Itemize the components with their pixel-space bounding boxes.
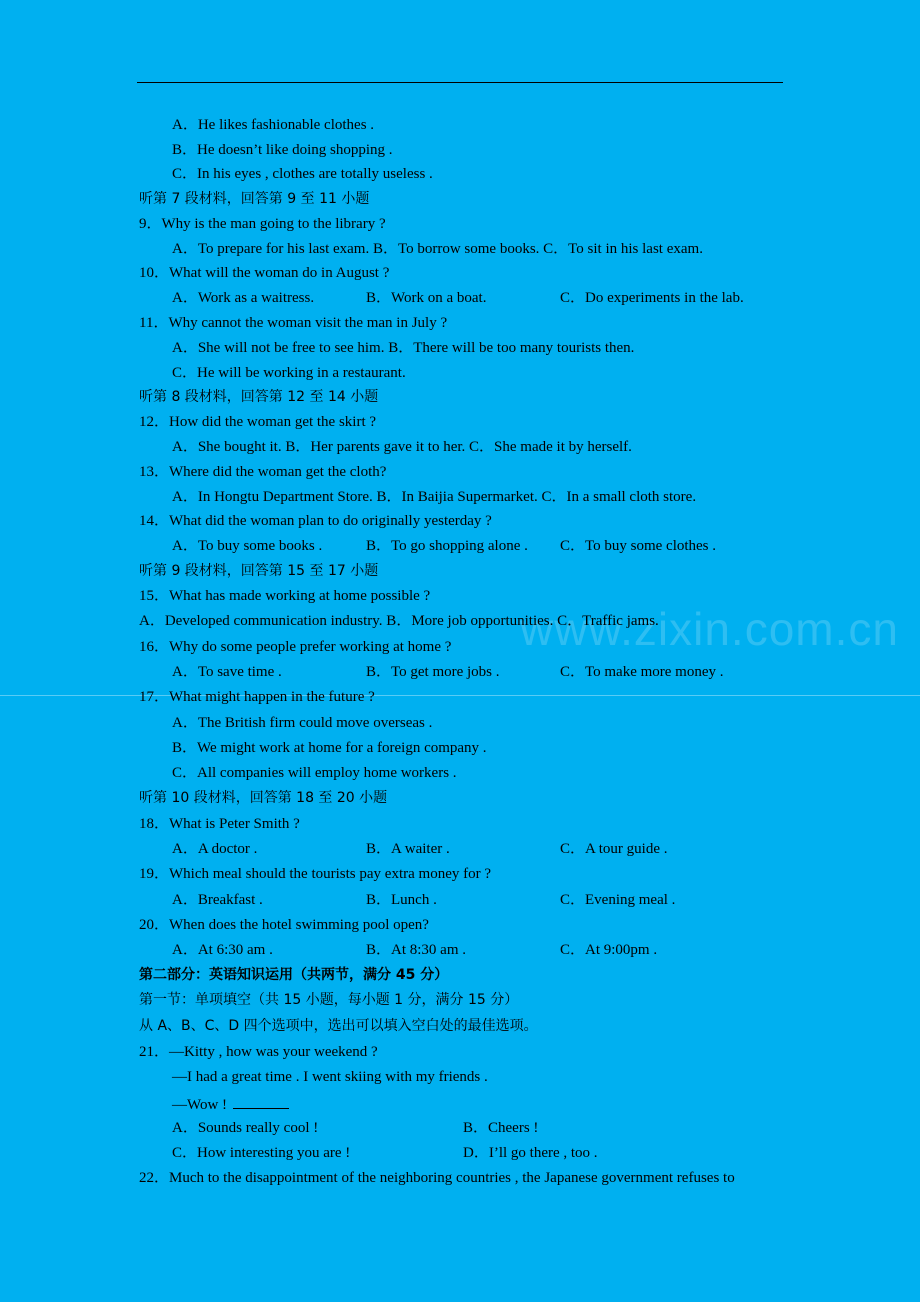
line-text: 20．When does the hotel swimming pool open? [139, 917, 429, 933]
text-line [139, 688, 375, 706]
line-text: 听第 8 段材料，回答第 12 至 14 小题 [139, 389, 379, 405]
line-text: 9．Why is the man going to the library ? [139, 216, 386, 232]
line-text: 14．What did the woman plan to do originally yesterday ? [139, 513, 492, 529]
line-text: A．The British firm could move overseas . [172, 715, 433, 731]
line-text: C．Do experiments in the lab. [560, 290, 744, 306]
line-text: C．He will be working in a restaurant. [172, 365, 406, 381]
line-text: 22．Much to the disappointment of the neighboring countries , the Japanese government refuses to [139, 1170, 735, 1186]
text-line [172, 941, 273, 959]
line-text: A．Breakfast . [172, 892, 263, 908]
text-line [172, 1144, 350, 1162]
text-line [172, 339, 634, 357]
text-line [172, 764, 457, 782]
line-text: A．Developed communication industry. B．More job opportunities. C．Traffic jams. [139, 613, 659, 629]
text-line [366, 663, 500, 681]
line-text: B．Lunch . [366, 892, 437, 908]
text-line [139, 512, 492, 530]
line-text: A．Work as a waitress. [172, 290, 315, 306]
text-line [172, 739, 487, 757]
line-text: B．To get more jobs . [366, 664, 500, 680]
line-text: C．All companies will employ home workers . [172, 765, 457, 781]
text-line [560, 941, 657, 959]
line-text: A．To prepare for his last exam. B．To borrow some books. C．To sit in his last exam. [172, 241, 703, 257]
line-text: 第一节：单项填空（共 15 小题，每小题 1 分，满分 15 分） [139, 992, 519, 1008]
line-text: C．At 9:00pm . [560, 942, 658, 958]
line-text: 11．Why cannot the woman visit the man in July ? [139, 315, 448, 331]
text-line [139, 463, 386, 481]
header-rule [137, 82, 783, 83]
line-text: 13．Where did the woman get the cloth? [139, 464, 387, 480]
line-text: B．Cheers ! [463, 1120, 539, 1136]
line-text: B．A waiter . [366, 841, 450, 857]
page-divider [0, 695, 920, 696]
text-line [139, 916, 429, 934]
text-line [139, 1043, 378, 1061]
line-text: C．Evening meal . [560, 892, 676, 908]
line-text: A．She bought it. B．Her parents gave it to her. C．She made it by herself. [172, 439, 632, 455]
text-line [172, 364, 406, 382]
line-text: A．Sounds really cool ! [172, 1120, 319, 1136]
line-text: A．He likes fashionable clothes . [172, 117, 375, 133]
line-text: 第二部分：英语知识运用（共两节，满分 45 分） [139, 967, 449, 983]
line-text: A．To save time . [172, 664, 282, 680]
text-line [139, 215, 386, 233]
line-text: 从 A、B、C、D 四个选项中，选出可以填入空白处的最佳选项。 [139, 1018, 538, 1034]
line-text: 18．What is Peter Smith ? [139, 816, 300, 832]
text-line [172, 289, 314, 307]
text-line [560, 840, 668, 858]
text-line [172, 663, 282, 681]
text-line [560, 537, 716, 555]
line-text: 听第 10 段材料，回答第 18 至 20 小题 [139, 790, 388, 806]
text-line [560, 663, 724, 681]
text-line [463, 1119, 538, 1137]
text-line [172, 488, 696, 506]
line-text: D．I’ll go there , too . [463, 1145, 598, 1161]
line-text: 16．Why do some people prefer working at home ? [139, 639, 452, 655]
line-text: —Wow ! [172, 1097, 228, 1113]
text-line [366, 840, 450, 858]
line-text: C．In his eyes , clothes are totally useless . [172, 166, 433, 182]
text-line [139, 1169, 735, 1187]
line-text: 10．What will the woman do in August ? [139, 265, 390, 281]
line-text: C．To buy some clothes . [560, 538, 717, 554]
text-line [172, 116, 374, 134]
text-line [463, 1144, 598, 1162]
line-text: 听第 9 段材料，回答第 15 至 17 小题 [139, 563, 379, 579]
text-line [139, 966, 448, 984]
text-line [560, 891, 675, 909]
line-text: C．How interesting you are ! [172, 1145, 351, 1161]
text-line [366, 289, 486, 307]
text-line [172, 840, 257, 858]
text-line [172, 891, 263, 909]
text-line [139, 815, 300, 833]
line-text: 听第 7 段材料，回答第 9 至 11 小题 [139, 191, 370, 207]
watermark: www.zixin.com.cn [520, 603, 899, 655]
text-line [172, 1119, 318, 1137]
line-text: B．We might work at home for a foreign company . [172, 740, 487, 756]
line-text: B．At 8:30 am . [366, 942, 466, 958]
text-line [139, 314, 447, 332]
line-text: 19．Which meal should the tourists pay extra money for ? [139, 866, 491, 882]
text-line [172, 1094, 289, 1114]
line-text: A．In Hongtu Department Store. B．In Baijia Supermarket. C．In a small cloth store. [172, 489, 697, 505]
text-line [139, 789, 387, 807]
text-line [172, 141, 393, 159]
line-text: A．She will not be free to see him. B．There will be too many tourists then. [172, 340, 635, 356]
text-line [172, 537, 322, 555]
text-line [172, 438, 632, 456]
line-text: B．Work on a boat. [366, 290, 487, 306]
line-text: A．At 6:30 am . [172, 942, 273, 958]
text-line [366, 941, 466, 959]
text-line [139, 865, 491, 883]
line-text: 21．—Kitty , how was your weekend ? [139, 1044, 378, 1060]
text-line [139, 388, 378, 406]
text-line [366, 891, 437, 909]
line-text: 12．How did the woman get the skirt ? [139, 414, 377, 430]
text-line [139, 413, 376, 431]
line-text: 15．What has made working at home possible ? [139, 588, 431, 604]
line-text: C．A tour guide . [560, 841, 668, 857]
line-text: C．To make more money . [560, 664, 724, 680]
answer-blank [233, 1094, 289, 1109]
text-line [172, 240, 703, 258]
text-line [139, 612, 659, 630]
text-line [139, 638, 451, 656]
line-text: 17．What might happen in the future ? [139, 689, 375, 705]
line-text: B．He doesn’t like doing shopping . [172, 142, 393, 158]
text-line [172, 165, 433, 183]
text-line [139, 991, 518, 1009]
text-line [560, 289, 744, 307]
text-line [139, 264, 389, 282]
text-line [139, 190, 369, 208]
line-text: —I had a great time . I went skiing with my friends . [172, 1069, 488, 1085]
text-line [139, 1017, 538, 1035]
text-line [366, 537, 528, 555]
line-text: B．To go shopping alone . [366, 538, 528, 554]
text-line [172, 714, 432, 732]
line-text: A．To buy some books . [172, 538, 323, 554]
line-text: A．A doctor . [172, 841, 258, 857]
text-line [139, 587, 430, 605]
text-line [139, 562, 378, 580]
text-line [172, 1068, 488, 1086]
